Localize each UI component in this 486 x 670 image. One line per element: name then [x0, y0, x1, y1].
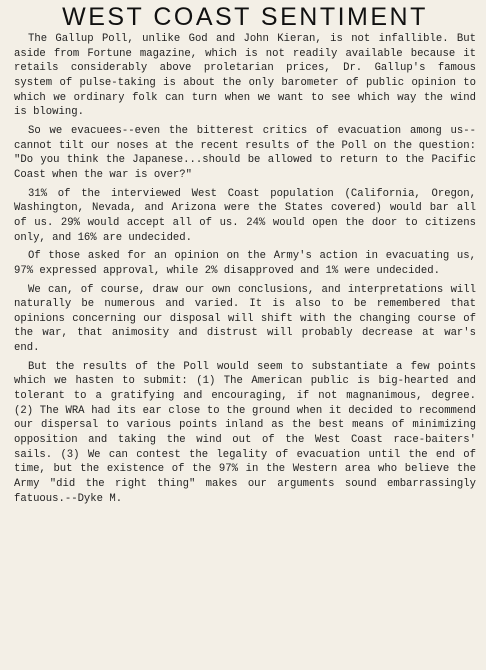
article-body — [14, 32, 476, 506]
paragraph-poll-question: So we evacuees--even the bitterest critics of evacuation among us--cannot tilt our noses at the recent results of the Poll on the question: "Do you think the Japanese...should be allowed to return to the Pacific Coast when the war is over?" — [14, 124, 476, 181]
paragraph-submissions-text: But the results of the Poll would seem to substantiate a few points which we hasten to submit: (1) The American public is big-hearted and tolerant to a gratifying and encouraging, if not magnanimous, degree. (2) The WRA had its ear close to the ground when it decided to recommend our dispersal to various points inland as the best means of minimizing opposition and taking the wind out of the West Coast race-baiters' sails. (3) We can contest the legality of evacuation until the end of time, but the existence of the 97% in the Western area who believe the Army "did the right thing" makes our arguments sound embarrassingly fatuous. — [14, 360, 476, 505]
paragraph-submissions — [14, 360, 476, 507]
paragraph-gallup-intro: The Gallup Poll, unlike God and John Kieran, is not infallible. But aside from Fortune magazine, which is not readily available because it retails considerably above proletarian prices, Dr. Gallup's famous system of pulse-taking is about the only barometer of public opinion to which we ordinary folk can turn when we want to see which way the wind is blowing. — [14, 33, 476, 119]
paragraph-army-approval: Of those asked for an opinion on the Army's action in evacuating us, 97% expressed approval, while 2% disapproved and 1% were undecided. — [14, 250, 476, 277]
paragraph-poll-results: 31% of the interviewed West Coast population (California, Oregon, Washington, Nevada, and Arizona were the States covered) would bar all of us. 29% would accept all of us. 24% would open the door to citizens only, and 16% are undecided. — [14, 187, 476, 244]
paragraph-conclusions: We can, of course, draw our own conclusions, and interpretations will naturally be numerous and varied. It is also to be remembered that opinions concerning our disposal will shift with the changing course of the war, that animosity and distrust will probably decrease at war's end. — [14, 283, 476, 355]
author-signature: --Dyke M. — [64, 492, 123, 505]
article-title: WEST COAST SENTIMENT — [62, 3, 428, 31]
